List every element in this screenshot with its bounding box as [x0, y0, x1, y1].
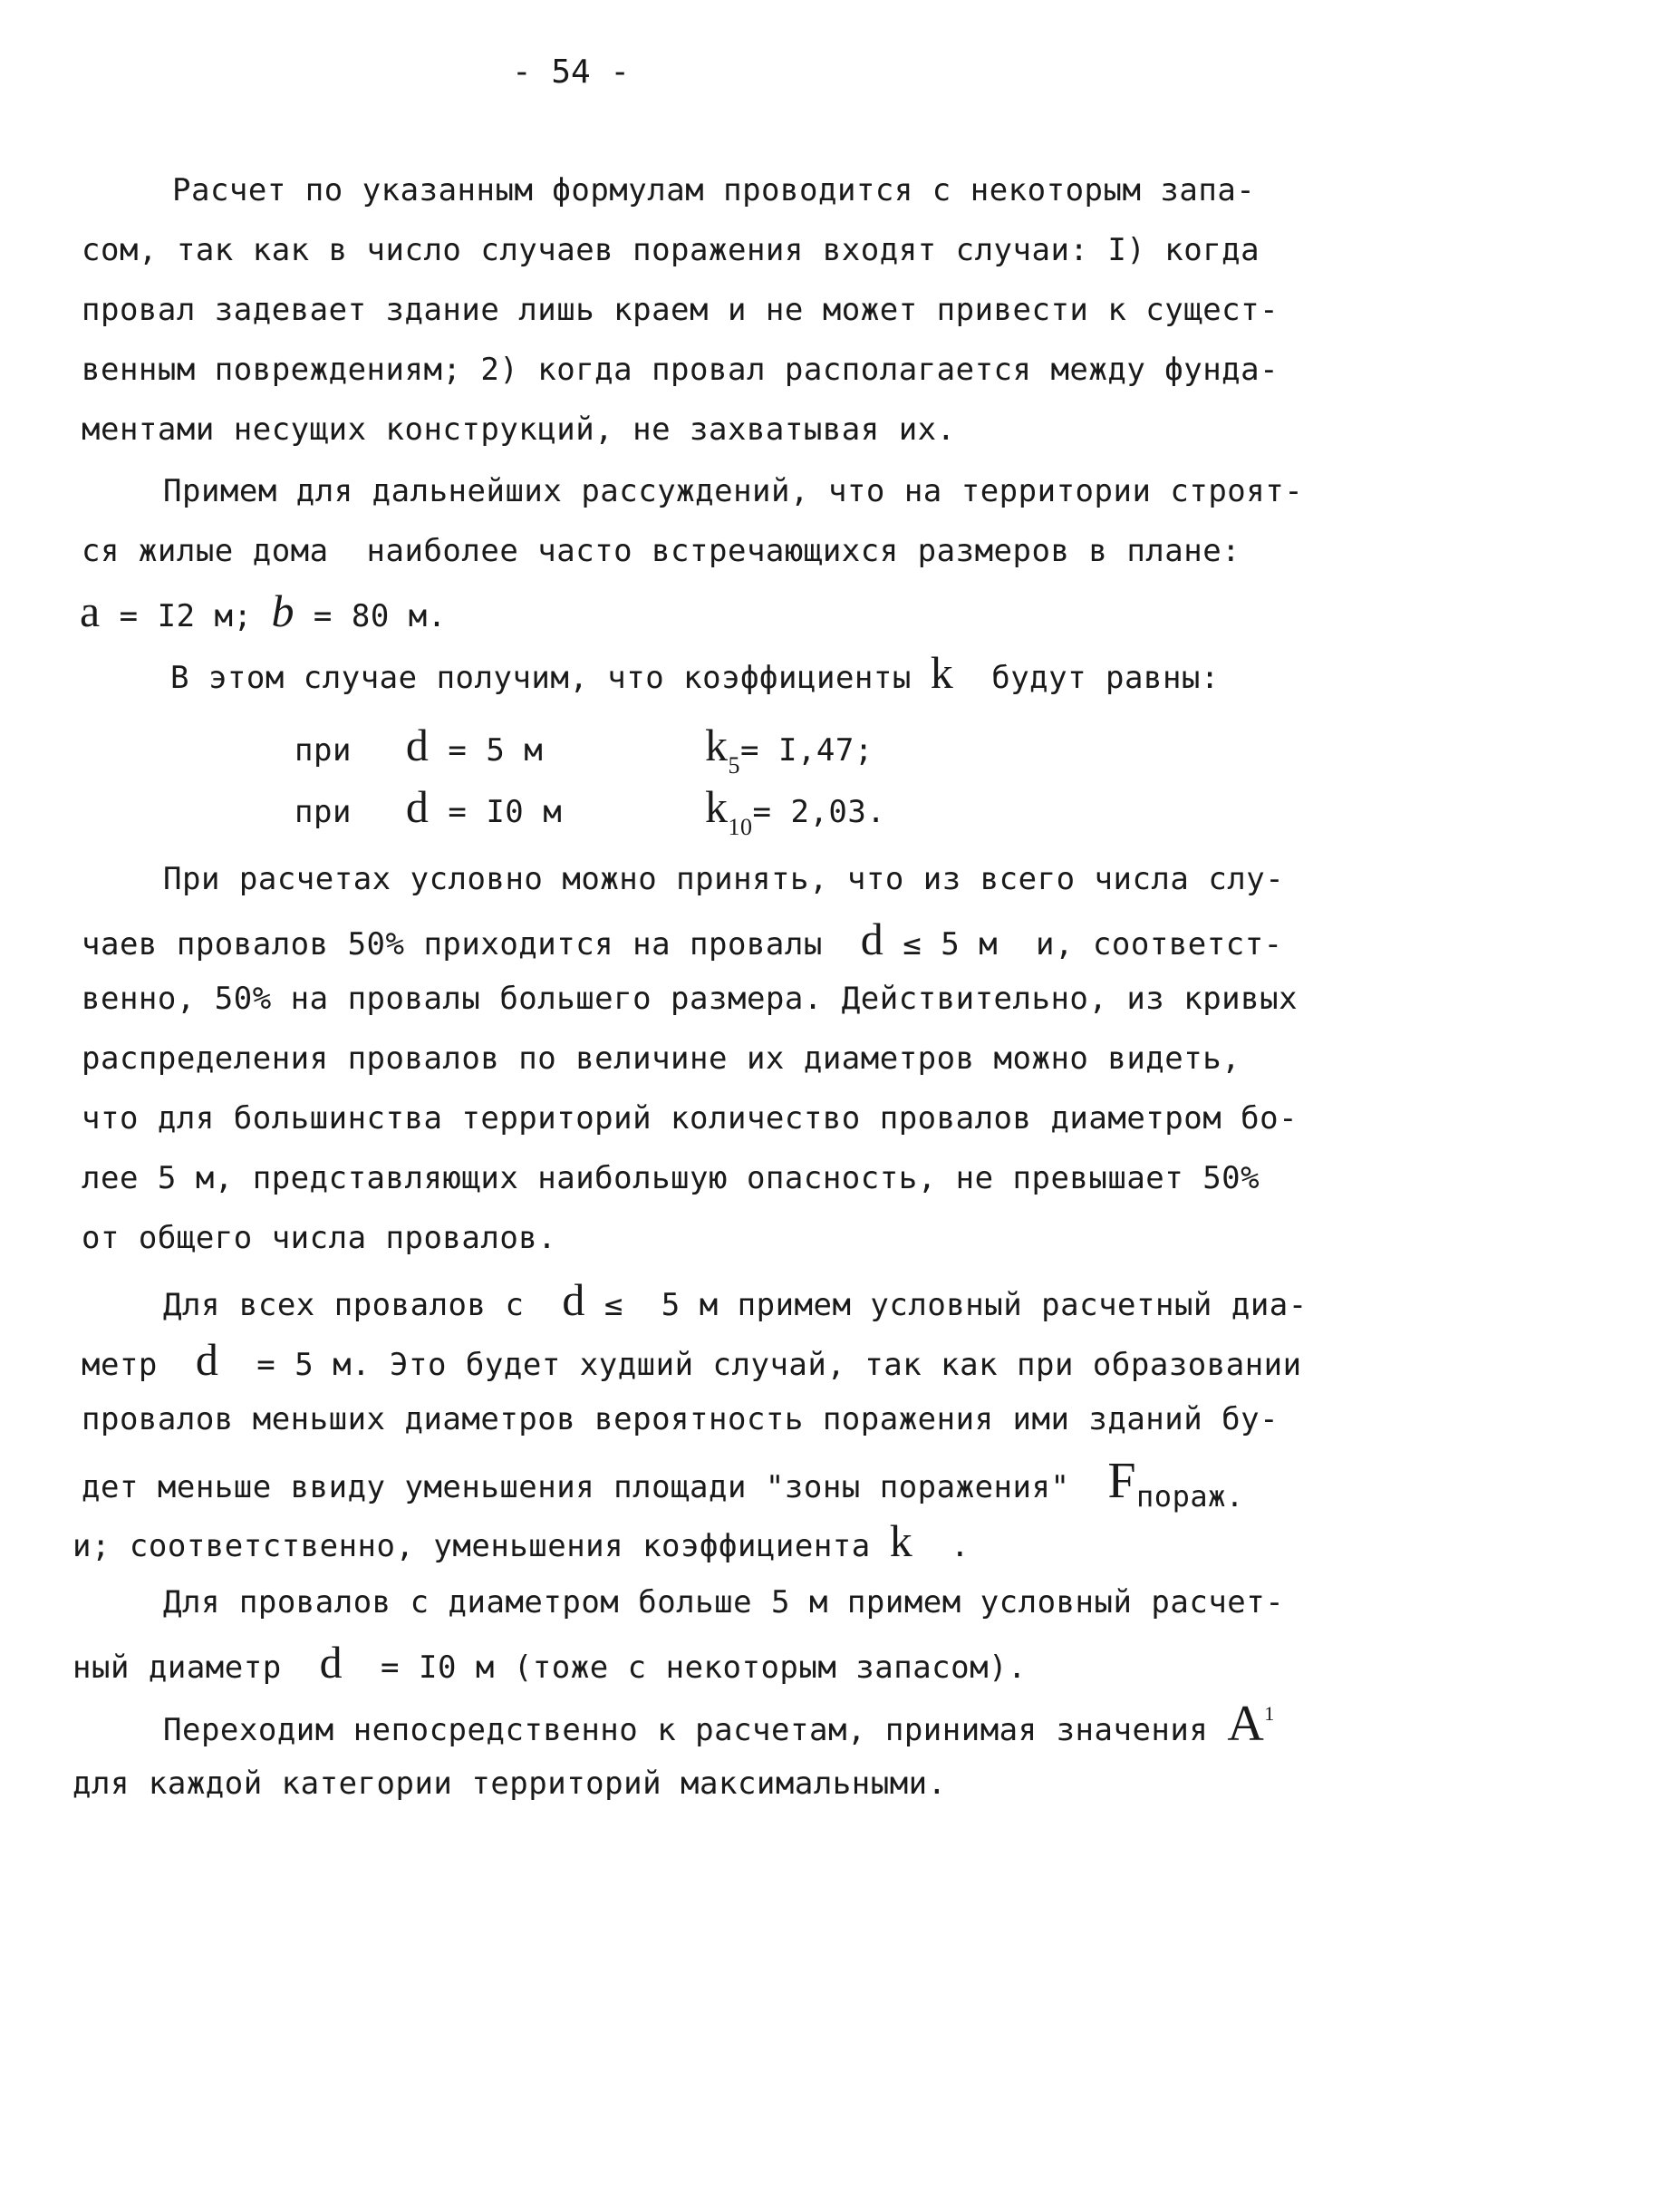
symbol-d: d — [195, 1334, 219, 1385]
p3-text: В этом случае получим, что коэффициенты — [170, 660, 931, 696]
p4-line-2-text: чаев провалов 50% приходится на провалы — [82, 926, 861, 963]
p4-line-2 — [82, 914, 1283, 964]
symbol-d: d — [860, 914, 884, 964]
le-sign: ≤ — [584, 1287, 642, 1323]
p7-line-1 — [163, 1696, 1275, 1754]
row-d5 — [294, 720, 544, 770]
symbol-b: b — [271, 585, 294, 636]
symbol-k: k — [705, 720, 729, 770]
row-pri: при — [294, 794, 352, 830]
p7-line-2: для каждой категории территорий максимальными. — [72, 1766, 947, 1802]
page-number: - 54 - — [512, 53, 631, 91]
p4-line-7: от общего числа провалов. — [82, 1220, 557, 1256]
row-d-value: = I0 м — [429, 794, 563, 830]
p6-line-2-tail: = I0 м (тоже с некоторым запасом). — [343, 1649, 1028, 1686]
p5-line-1-tail: 5 м примем условный расчетный диа- — [642, 1287, 1308, 1323]
p2-line-2: ся жилые дома наиболее часто встречающихся размеров в плане: — [82, 533, 1241, 569]
p5-line-2-text: метр — [82, 1347, 196, 1383]
p5-line-1-text: Для всех провалов с — [163, 1287, 563, 1323]
p4-line-3: венно, 50% на провалы большего размера. Действительно, из кривых — [82, 981, 1299, 1017]
A-superscript: 1 — [1264, 1702, 1275, 1725]
row-d-value: = 5 м — [429, 732, 544, 769]
p3-line — [170, 647, 1220, 698]
row-d10 — [294, 781, 563, 832]
symbol-F: F — [1107, 1453, 1137, 1509]
symbol-d: d — [405, 720, 430, 770]
p5-line-5 — [72, 1515, 970, 1566]
p1-line-1: Расчет по указанным формулам проводится с некоторым запа- — [172, 172, 1256, 208]
p5-line-3: провалов меньших диаметров вероятность поражения ими зданий бу- — [82, 1401, 1279, 1437]
p5-line-1 — [163, 1274, 1308, 1325]
symbol-d: d — [562, 1274, 585, 1325]
p1-line-2: сом, так как в число случаев поражения входят случаи: I) когда — [82, 232, 1260, 268]
p4-line-4: распределения провалов по величине их диаметров можно видеть, — [82, 1040, 1241, 1077]
p5-line-5-tail: . — [912, 1528, 970, 1564]
p4-line-5: что для большинства территорий количество провалов диаметром бо- — [82, 1100, 1299, 1137]
row-k-value: = I,47; — [740, 732, 874, 769]
symbol-A: A — [1227, 1696, 1265, 1752]
p5-line-5-text: и; соответственно, уменьшения коэффициента — [72, 1528, 890, 1564]
symbol-k: k — [889, 1515, 913, 1566]
p5-line-4 — [82, 1453, 1244, 1514]
p6-line-2 — [72, 1637, 1028, 1688]
p4-line-1: При расчетах условно можно принять, что из всего числа слу- — [163, 861, 1285, 897]
p2-line-3 — [80, 585, 447, 636]
row-pri: при — [294, 732, 352, 769]
p4-line-6: лее 5 м, представляющих наибольшую опасность, не превышает 50% — [82, 1160, 1260, 1196]
p5-line-4-text: дет меньше ввиду уменьшения площади "зоны поражения" — [82, 1469, 1108, 1505]
p1-line-3: провал задевает здание лишь краем и не может привести к сущест- — [82, 292, 1279, 328]
k-subscript: 5 — [728, 752, 740, 779]
p7-line-1-text: Переходим непосредственно к расчетам, принимая значения — [163, 1712, 1228, 1748]
symbol-a: a — [80, 585, 101, 636]
symbol-k: k — [930, 647, 954, 698]
p3-tail: будут равны: — [953, 660, 1220, 696]
p4-line-2-tail: 5 м и, соответст- — [941, 926, 1283, 963]
row-k5 — [705, 720, 874, 779]
symbol-d: d — [319, 1637, 343, 1688]
row-k10 — [705, 781, 886, 840]
b-value: = 80 м. — [294, 598, 447, 634]
p1-line-5: ментами несущих конструкций, не захватывая их. — [82, 411, 956, 448]
p1-line-4: венным повреждениям; 2) когда провал располагается между фунда- — [82, 352, 1279, 388]
F-subscript: пораж. — [1136, 1479, 1244, 1514]
le-sign: ≤ — [883, 926, 941, 963]
symbol-d: d — [405, 781, 430, 832]
k-subscript: 10 — [728, 814, 753, 840]
p6-line-2-text: ный диаметр — [72, 1649, 320, 1686]
p5-line-2-tail: = 5 м. Это будет худший случай, так как при образовании — [218, 1347, 1302, 1383]
p6-line-1: Для провалов с диаметром больше 5 м примем условный расчет- — [163, 1584, 1285, 1620]
symbol-k: k — [705, 781, 729, 832]
p5-line-2 — [82, 1334, 1302, 1385]
row-k-value: = 2,03. — [752, 794, 886, 830]
a-value: = I2 м; — [100, 598, 272, 634]
p2-line-1: Примем для дальнейших рассуждений, что на территории строят- — [163, 473, 1304, 509]
